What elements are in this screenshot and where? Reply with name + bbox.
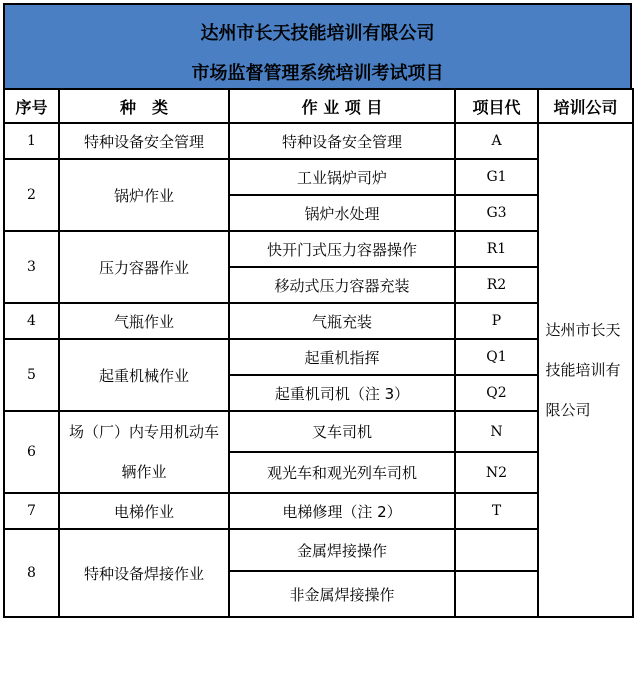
project-cell: 快开门式压力容器操作 bbox=[229, 231, 455, 267]
project-cell: 起重机司机（注 3） bbox=[229, 375, 455, 411]
category-cell: 气瓶作业 bbox=[59, 303, 229, 339]
seq-cell: 6 bbox=[4, 411, 59, 493]
project-cell: 工业锅炉司炉 bbox=[229, 159, 455, 195]
header-company: 培训公司 bbox=[538, 89, 633, 123]
seq-cell: 5 bbox=[4, 339, 59, 411]
project-cell: 锅炉水处理 bbox=[229, 195, 455, 231]
project-cell: 观光车和观光列车司机 bbox=[229, 452, 455, 493]
seq-cell: 8 bbox=[4, 529, 59, 617]
category-text: 场（厂）内专用机动车辆作业 bbox=[69, 423, 220, 481]
code-cell: Q1 bbox=[455, 339, 538, 375]
project-cell: 起重机指挥 bbox=[229, 339, 455, 375]
projects-table bbox=[3, 88, 634, 618]
project-cell: 叉车司机 bbox=[229, 411, 455, 452]
project-cell: 特种设备安全管理 bbox=[229, 123, 455, 159]
code-cell bbox=[455, 571, 538, 617]
header-code: 项目代 bbox=[455, 89, 538, 123]
category-cell: 特种设备安全管理 bbox=[59, 123, 229, 159]
code-cell: G1 bbox=[455, 159, 538, 195]
code-cell bbox=[455, 529, 538, 571]
seq-cell: 2 bbox=[4, 159, 59, 231]
code-cell: P bbox=[455, 303, 538, 339]
header-project: 作 业 项 目 bbox=[229, 89, 455, 123]
header-row bbox=[4, 89, 633, 123]
code-cell: N2 bbox=[455, 452, 538, 493]
seq-cell: 3 bbox=[4, 231, 59, 303]
code-cell: A bbox=[455, 123, 538, 159]
code-cell: R2 bbox=[455, 267, 538, 303]
seq-cell: 4 bbox=[4, 303, 59, 339]
header-category: 种 类 bbox=[59, 89, 229, 123]
company-title: 达州市长天技能培训有限公司 bbox=[200, 23, 435, 44]
category-cell: 起重机械作业 bbox=[59, 339, 229, 411]
code-cell: R1 bbox=[455, 231, 538, 267]
category-cell: 特种设备焊接作业 bbox=[59, 529, 229, 617]
project-cell: 金属焊接操作 bbox=[229, 529, 455, 571]
category-cell: 锅炉作业 bbox=[59, 159, 229, 231]
category-cell bbox=[59, 411, 229, 493]
seq-cell: 7 bbox=[4, 493, 59, 529]
project-cell: 移动式压力容器充装 bbox=[229, 267, 455, 303]
title-banner bbox=[3, 3, 632, 88]
project-cell: 非金属焊接操作 bbox=[229, 571, 455, 617]
seq-cell: 1 bbox=[4, 123, 59, 159]
sheet-title: 市场监督管理系统培训考试项目 bbox=[191, 63, 444, 84]
category-cell: 压力容器作业 bbox=[59, 231, 229, 303]
code-cell: N bbox=[455, 411, 538, 452]
company-name: 达州市长天技能培训有限公司 bbox=[545, 321, 621, 419]
header-seq: 序号 bbox=[4, 89, 59, 123]
project-cell: 气瓶充装 bbox=[229, 303, 455, 339]
category-cell: 电梯作业 bbox=[59, 493, 229, 529]
code-cell: G3 bbox=[455, 195, 538, 231]
project-cell: 电梯修理（注 2） bbox=[229, 493, 455, 529]
training-sheet bbox=[3, 3, 632, 618]
code-cell: Q2 bbox=[455, 375, 538, 411]
company-cell bbox=[538, 123, 633, 617]
code-cell: T bbox=[455, 493, 538, 529]
table-row bbox=[4, 123, 633, 159]
